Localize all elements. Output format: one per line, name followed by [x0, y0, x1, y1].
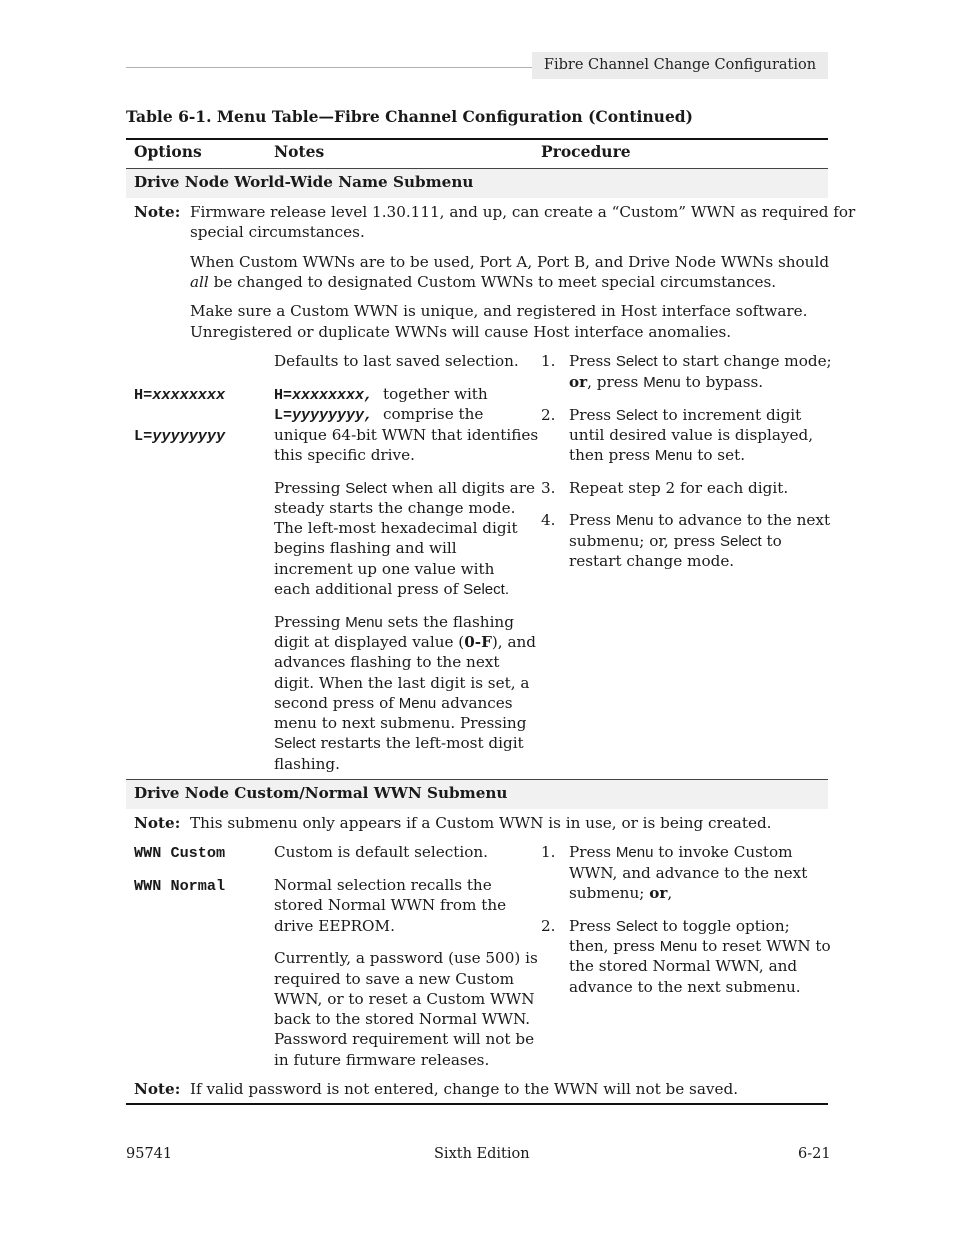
note-text-line: special circumstances. [190, 223, 365, 241]
step-text: Press Menu to advance to the next [569, 511, 831, 529]
step-text: Press Select to start change mode; [569, 352, 832, 370]
header-rule [126, 67, 532, 68]
step-text: submenu; or, [569, 884, 673, 902]
notes-menu-line: menu to next submenu. Pressing [274, 714, 527, 732]
notes-hl-line: this specific drive. [274, 446, 415, 464]
step-number: 4. [541, 511, 556, 529]
notes-password-line: in future firmware releases. [274, 1051, 490, 1069]
note-paragraph-line: Unregistered or duplicate WWNs will cause Host interface anomalies. [190, 323, 732, 341]
table-title: Table 6-1. Menu Table—Fibre Channel Configuration (Continued) [126, 107, 693, 126]
note-paragraph-line: Make sure a Custom WWN is unique, and registered in Host interface software. [190, 302, 808, 320]
notes-normal-line: Normal selection recalls the [274, 876, 492, 894]
footer-doc-number: 95741 [126, 1146, 173, 1162]
step-text: WWN, and advance to the next [569, 864, 808, 882]
column-header-options: Options [134, 142, 202, 161]
step-number: 3. [541, 479, 556, 497]
notes-menu-line: Select restarts the left-most digit [274, 734, 524, 752]
notes-menu-line: advances flashing to the next [274, 653, 500, 671]
note-paragraph-line: When Custom WWNs are to be used, Port A, Port B, and Drive Node WWNs should [190, 253, 830, 271]
option-wwn-custom: WWN Custom [134, 844, 226, 862]
option-wwn-normal: WWN Normal [134, 877, 226, 895]
notes-select-line: begins flashing and will [274, 539, 457, 557]
note-label: Note: [134, 203, 181, 221]
column-header-procedure: Procedure [541, 142, 631, 161]
notes-defaults: Defaults to last saved selection. [274, 352, 519, 370]
notes-hl-line: H=xxxxxxxx, together with [274, 385, 488, 404]
step-text: Repeat step 2 for each digit. [569, 479, 789, 497]
column-header-notes: Notes [274, 142, 325, 161]
notes-menu-line: second press of Menu advances [274, 694, 513, 712]
notes-menu-line: flashing. [274, 755, 340, 773]
note-text: If valid password is not entered, change to the WWN will not be saved. [190, 1080, 739, 1098]
note-text: This submenu only appears if a Custom WWN is in use, or is being created. [190, 814, 772, 832]
notes-password-line: back to the stored Normal WWN. [274, 1010, 531, 1028]
running-header: Fibre Channel Change Configuration [532, 52, 828, 79]
notes-select-line: Pressing Select when all digits are [274, 479, 535, 497]
table-top-rule [126, 138, 828, 140]
notes-password-line: required to save a new Custom [274, 970, 515, 988]
footer-page-number: 6-21 [798, 1146, 831, 1162]
notes-normal-line: drive EEPROM. [274, 917, 395, 935]
option-l-value: L=yyyyyyyy [134, 427, 226, 445]
section-title-custom-normal: Drive Node Custom/Normal WWN Submenu [134, 784, 508, 802]
note-text-line: Firmware release level 1.30.111, and up, can create a “Custom” WWN as required for [190, 203, 856, 221]
step-text: Press Select to toggle option; [569, 917, 790, 935]
notes-select-line: steady starts the change mode. [274, 499, 516, 517]
step-text: the stored Normal WWN, and [569, 957, 798, 975]
step-text: until desired value is displayed, [569, 426, 814, 444]
section-title-world-wide-name: Drive Node World-Wide Name Submenu [134, 173, 474, 191]
step-text: Press Menu to invoke Custom [569, 843, 793, 861]
step-text: or, press Menu to bypass. [569, 373, 764, 391]
note-paragraph-line: all be changed to designated Custom WWNs to meet special circumstances. [190, 273, 777, 291]
step-number: 2. [541, 406, 556, 424]
note-label: Note: [134, 814, 181, 832]
notes-menu-line: Pressing Menu sets the flashing [274, 613, 514, 631]
step-text: then press Menu to set. [569, 446, 746, 464]
footer-edition: Sixth Edition [434, 1146, 530, 1162]
step-text: restart change mode. [569, 552, 735, 570]
notes-hl-line: L=yyyyyyyy, comprise the [274, 405, 484, 424]
step-number: 2. [541, 917, 556, 935]
table-bottom-rule [126, 1103, 828, 1105]
notes-select-line: The left-most hexadecimal digit [274, 519, 518, 537]
notes-password-line: Password requirement will not be [274, 1030, 535, 1048]
notes-menu-line: digit at displayed value (0-F), and [274, 633, 537, 651]
notes-select-line: increment up one value with [274, 560, 495, 578]
notes-password-line: Currently, a password (use 500) is [274, 949, 538, 967]
option-h-value: H=xxxxxxxx [134, 386, 226, 404]
notes-password-line: WWN, or to reset a Custom WWN [274, 990, 535, 1008]
step-number: 1. [541, 352, 556, 370]
notes-hl-line: unique 64-bit WWN that identifies [274, 426, 539, 444]
note-label: Note: [134, 1080, 181, 1098]
notes-custom: Custom is default selection. [274, 843, 488, 861]
step-number: 1. [541, 843, 556, 861]
step-text: submenu; or, press Select to [569, 532, 782, 550]
notes-select-line: each additional press of Select. [274, 580, 509, 598]
step-text: Press Select to increment digit [569, 406, 802, 424]
notes-normal-line: stored Normal WWN from the [274, 896, 507, 914]
step-text: then, press Menu to reset WWN to [569, 937, 831, 955]
step-text: advance to the next submenu. [569, 978, 801, 996]
notes-menu-line: digit. When the last digit is set, a [274, 674, 530, 692]
